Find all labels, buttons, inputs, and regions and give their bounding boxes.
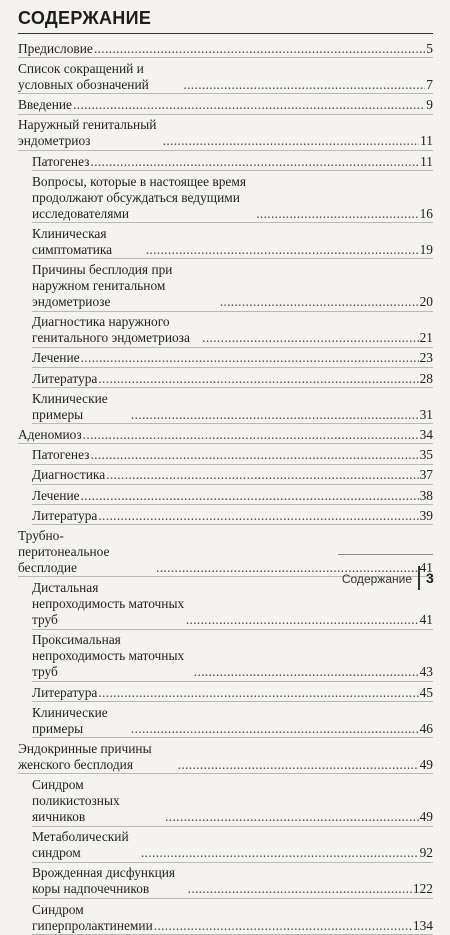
toc-entry	[18, 58, 433, 94]
toc-entry-title: Вопросы, которые в настоящее время продолжают обсуждаться ведущими исследователями	[32, 173, 246, 221]
toc-entry-title: Лечение	[32, 350, 80, 366]
toc-entry	[32, 348, 433, 368]
toc-entry-title: Введение	[18, 97, 72, 113]
toc-entry-title: Врожденная дисфункция коры надпочечников	[32, 865, 176, 897]
toc-entry-title: Литература	[32, 507, 98, 523]
toc-entry-title: Синдром поликистозных яичников	[32, 777, 120, 825]
toc-entry-page: 7	[426, 76, 433, 92]
toc-entry-page: 122	[412, 881, 433, 897]
toc-entry-page: 46	[419, 720, 433, 736]
toc-leader-dots	[106, 467, 418, 483]
toc-entry-page: 35	[419, 447, 433, 463]
toc-entry-title: Лечение	[32, 487, 80, 503]
toc-entry	[32, 485, 433, 505]
toc-leader-dots	[98, 371, 418, 387]
toc-entry-page: 41	[419, 612, 433, 628]
toc-entry-page: 38	[419, 487, 433, 503]
toc-leader-dots	[81, 488, 419, 504]
toc-entry-title: Клинические примеры	[32, 390, 108, 422]
toc-leader-dots	[90, 447, 418, 463]
toc-entry	[18, 424, 433, 444]
toc-entry-title: Предисловие	[18, 40, 93, 56]
toc-entry-title: Проксимальная непроходимость маточных труб	[32, 632, 185, 680]
toc-entry-page: 23	[419, 350, 433, 366]
toc-entry-page: 39	[419, 507, 433, 523]
toc-entry	[32, 223, 433, 259]
toc-entry	[32, 702, 433, 738]
toc-entry-title: Клиническая симптоматика	[32, 225, 113, 257]
toc-entry-title: Трубно-перитонеальное бесплодие	[18, 527, 110, 575]
toc-entry-title: Литература	[32, 370, 98, 386]
toc-entry-page: 49	[419, 756, 433, 772]
toc-leader-dots	[202, 330, 418, 346]
toc-entry	[32, 388, 433, 424]
toc-leader-dots	[188, 881, 412, 897]
toc-leader-dots	[154, 918, 412, 934]
toc-leader-dots	[165, 809, 419, 825]
footer-divider	[338, 554, 433, 555]
toc-entry	[32, 151, 433, 171]
toc-leader-dots	[131, 407, 419, 423]
toc-entry	[32, 827, 433, 863]
toc-entry	[32, 368, 433, 388]
toc-entry	[18, 94, 433, 114]
toc-entry-title: Список сокращений и условных обозначений	[18, 60, 149, 92]
toc-leader-dots	[163, 133, 419, 149]
toc-leader-dots	[131, 721, 419, 737]
toc-entry	[32, 171, 433, 223]
toc-entry-page: 21	[419, 330, 433, 346]
toc-leader-dots	[90, 154, 419, 170]
toc-entry-page: 34	[419, 427, 433, 443]
toc-leader-dots	[98, 685, 418, 701]
toc-entry-page: 31	[419, 406, 433, 422]
toc-entry-title: Эндокринные причины женского бесплодия	[18, 740, 152, 772]
toc-leader-dots	[183, 77, 425, 93]
toc-leader-dots	[256, 206, 418, 222]
toc-entry-page: 11	[420, 133, 433, 149]
toc-entry-page: 5	[426, 40, 433, 56]
toc-entry	[32, 899, 433, 935]
running-footer-label: Содержание	[341, 572, 412, 586]
toc-entry	[18, 38, 433, 58]
toc-entry-title: Диагностика наружного генитального эндометриоза	[32, 314, 190, 346]
toc-entry-page: 19	[419, 241, 433, 257]
toc-entry-page: 43	[419, 664, 433, 680]
toc-entry	[18, 525, 433, 577]
toc-entry	[32, 465, 433, 485]
toc-entry-title: Синдром гиперпролактинемии	[32, 901, 153, 933]
toc-leader-dots	[146, 242, 419, 258]
toc-entry-title: Диагностика	[32, 467, 106, 483]
toc-entry	[18, 738, 433, 774]
toc-entry-title: Литература	[32, 684, 98, 700]
toc-leader-dots	[94, 41, 425, 57]
toc-entry-title: Патогенез	[32, 447, 90, 463]
toc-entry	[32, 863, 433, 899]
toc-entry	[32, 312, 433, 348]
toc-entry-page: 11	[420, 153, 433, 169]
toc-entry-page: 20	[419, 294, 433, 310]
toc-entry-page: 41	[419, 559, 433, 575]
toc-leader-dots	[141, 845, 419, 861]
toc-entry-page: 16	[419, 205, 433, 221]
toc-entry	[32, 682, 433, 702]
toc-entry-title: Клинические примеры	[32, 704, 108, 736]
toc-entry-title: Причины бесплодия при наружном генитальном эндометриозе	[32, 262, 173, 310]
toc-entry	[32, 774, 433, 826]
toc-leader-dots	[98, 508, 418, 524]
toc-entry-page: 49	[419, 809, 433, 825]
title-divider	[18, 33, 433, 34]
toc-entry-page: 28	[419, 370, 433, 386]
toc-entry-title: Аденомиоз	[18, 427, 82, 443]
toc-entry-title: Дистальная непроходимость маточных труб	[32, 580, 185, 628]
toc-entry-title: Метаболический синдром	[32, 829, 129, 861]
toc-entry-page: 37	[419, 467, 433, 483]
table-of-contents	[18, 38, 433, 935]
toc-entry-page: 45	[419, 684, 433, 700]
toc-leader-dots	[194, 664, 419, 680]
toc-entry-title: Патогенез	[32, 153, 90, 169]
toc-leader-dots	[220, 294, 419, 310]
footer-separator-bar	[418, 566, 420, 590]
toc-leader-dots	[83, 427, 419, 443]
toc-entry-page: 92	[419, 845, 433, 861]
toc-entry	[18, 115, 433, 151]
page-title: СОДЕРЖАНИЕ	[18, 8, 152, 28]
toc-entry	[32, 630, 433, 682]
toc-entry	[32, 444, 433, 464]
toc-entry-page: 9	[426, 97, 433, 113]
toc-entry	[32, 259, 433, 311]
toc-entry-title: Наружный генитальный эндометриоз	[18, 117, 157, 149]
toc-leader-dots	[73, 97, 425, 113]
toc-entry-page: 134	[412, 917, 433, 933]
toc-entry	[32, 505, 433, 525]
toc-leader-dots	[81, 350, 419, 366]
page-number: 3	[426, 570, 434, 586]
toc-leader-dots	[186, 612, 419, 628]
toc-leader-dots	[178, 757, 419, 773]
